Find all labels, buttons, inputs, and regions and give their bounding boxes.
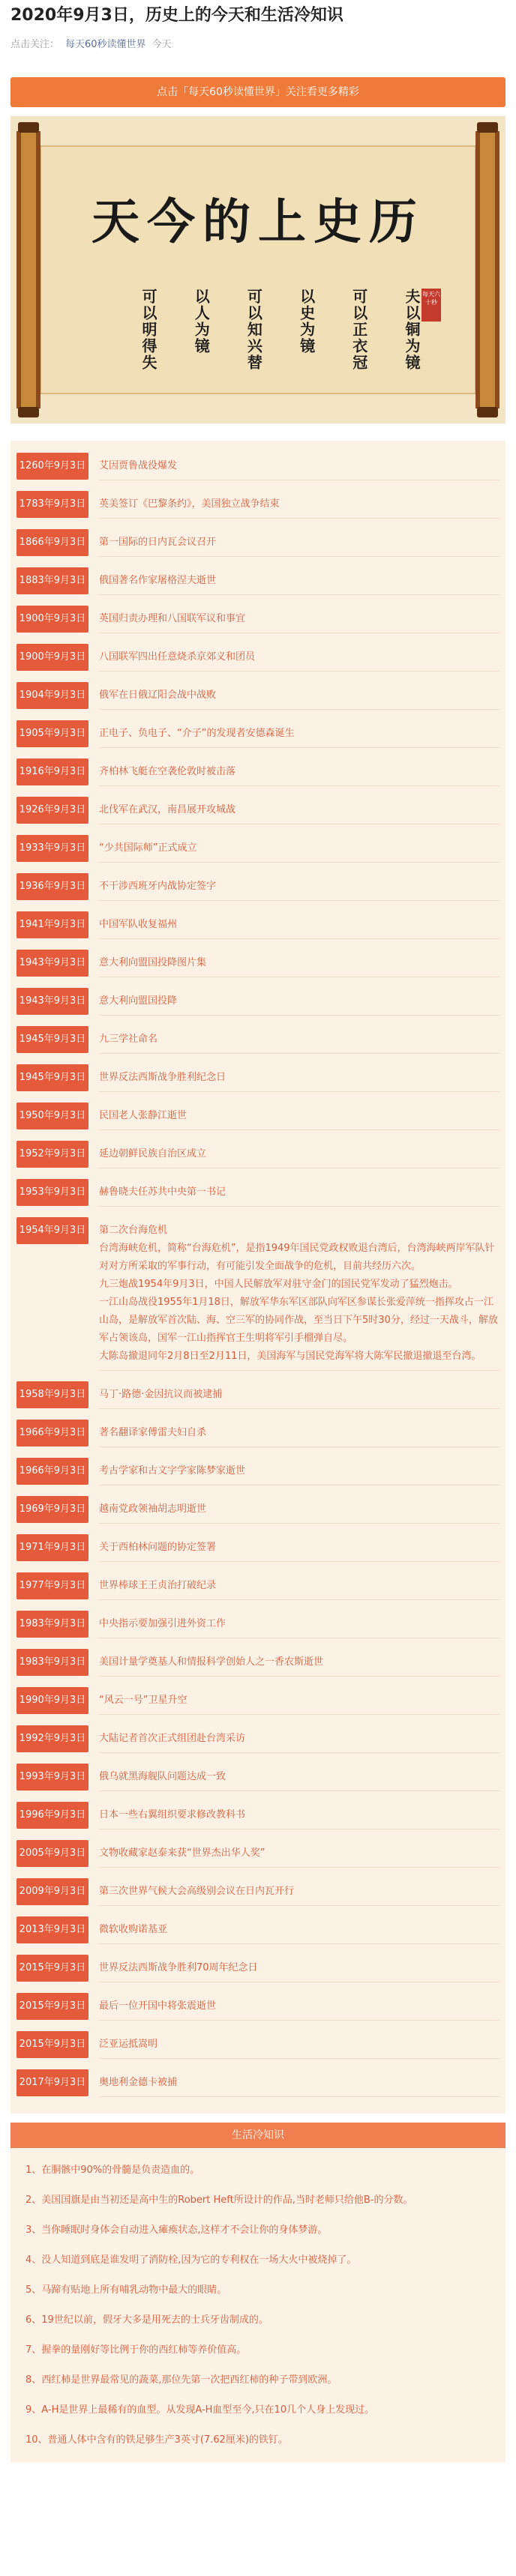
event-row	[16, 1611, 500, 1638]
event-row	[16, 1458, 500, 1485]
event-row	[16, 2031, 500, 2059]
scroll-title: 天今的上史历	[92, 194, 424, 250]
event-text: 日本一些右翼组织要求修改教科书	[99, 1802, 500, 1830]
event-date: 1990年9月3日	[16, 1687, 88, 1714]
event-paragraph: 第二次台海危机	[99, 1225, 168, 1236]
event-date: 1971年9月3日	[16, 1534, 88, 1561]
event-text: 考古学家和古文字学家陈梦家逝世	[99, 1458, 500, 1485]
event-text: 马丁·路德·金因抗议而被逮捕	[99, 1381, 500, 1409]
event-row	[16, 644, 500, 672]
event-paragraph: 台湾海峡危机，简称“台海危机”，是指1949年国民党政权败退台湾后，台湾海峡两岸军队针对对方所采取的军事行动，有可能引发全面战争的危机，目前共经历六次。	[99, 1243, 495, 1272]
event-row	[16, 2069, 500, 2097]
event-row	[16, 606, 500, 633]
event-date: 1945年9月3日	[16, 1026, 88, 1053]
event-row	[16, 1802, 500, 1830]
event-date: 1933年9月3日	[16, 835, 88, 862]
event-row	[16, 1381, 500, 1409]
event-text: 意大利向盟国投降图片集	[99, 950, 500, 977]
life-tip-item: 9、A-H是世界上最稀有的血型。从发现A-H血型至今,只在10几个人身上发现过。	[26, 2404, 375, 2416]
event-row	[16, 988, 500, 1016]
event-paragraph: 一江山岛战役1955年1月18日，解放军华东军区部队向军区参谋长张爱萍统一指挥攻占一江山岛，是解放军首次陆、海、空三军的协同作战，至当日下午5时30分，经过一天战斗，解放军占领该岛，国军一江山指挥官王生明将军引手榴弹自尽。	[99, 1297, 498, 1344]
event-text: 北伐军在武汉，南昌展开攻城战	[99, 797, 500, 824]
event-text: 微软收购诺基亚	[99, 1916, 500, 1944]
event-row	[16, 1878, 500, 1906]
event-text: 世界棒球王王贞治打破纪录	[99, 1572, 500, 1600]
scroll-column: 可以明得失	[140, 289, 158, 371]
event-date: 1983年9月3日	[16, 1649, 88, 1676]
event-row	[16, 682, 500, 710]
account-link[interactable]: 每天60秒读懂世界	[65, 39, 146, 50]
event-row	[16, 1993, 500, 2021]
event-text: 不干涉西班牙内战协定签字	[99, 873, 500, 901]
scroll-columns	[138, 289, 423, 401]
event-row	[16, 797, 500, 824]
event-text: 延边朝鲜民族自治区成立	[99, 1141, 500, 1168]
event-row	[16, 1534, 500, 1562]
life-tip-item: 5、马蹄有贴地上所有哺乳动物中最大的眼睛。	[26, 2284, 227, 2296]
event-date: 1926年9月3日	[16, 797, 88, 824]
event-row	[16, 1026, 500, 1054]
event-date: 2017年9月3日	[16, 2069, 88, 2096]
article-meta	[10, 36, 506, 49]
event-row	[16, 491, 500, 519]
event-date: 1916年9月3日	[16, 758, 88, 785]
event-row	[16, 453, 500, 480]
event-text: 越南党政领袖胡志明逝世	[99, 1496, 500, 1524]
event-date: 1953年9月3日	[16, 1179, 88, 1206]
event-paragraph: 九三炮战1954年9月3日，中国人民解放军对驻守金门的国民党军发动了猛烈炮击。	[99, 1279, 458, 1290]
event-text: 文物收藏家赵泰来获“世界杰出华人奖”	[99, 1840, 500, 1868]
event-text: 第一国际的日内瓦会议召开	[99, 529, 500, 557]
event-row	[16, 1649, 500, 1677]
event-row	[16, 1179, 500, 1207]
event-text: 八国联军四出任意烧杀京郊义和团员	[99, 644, 500, 672]
event-date: 1941年9月3日	[16, 911, 88, 938]
event-row	[16, 1725, 500, 1753]
event-text: 齐柏林飞艇在空袭伦敦时被击落	[99, 758, 500, 786]
event-date: 1954年9月3日	[16, 1217, 88, 1244]
event-date: 1958年9月3日	[16, 1381, 88, 1408]
event-date: 2005年9月3日	[16, 1840, 88, 1867]
event-text: 赫鲁晓夫任苏共中央第一书记	[99, 1179, 500, 1207]
event-row	[16, 1496, 500, 1524]
event-row	[16, 758, 500, 786]
event-text: 英美签订《巴黎条约》，美国独立战争结束	[99, 491, 500, 519]
event-date: 1950年9月3日	[16, 1103, 88, 1129]
follow-banner-button[interactable]: 点击「每天60秒读懂世界」关注看更多精彩	[10, 77, 506, 107]
life-tips-section	[10, 2123, 506, 2463]
event-date: 1969年9月3日	[16, 1496, 88, 1523]
event-row	[16, 1420, 500, 1447]
event-date: 2015年9月3日	[16, 1955, 88, 1982]
event-date: 1783年9月3日	[16, 491, 88, 518]
event-date: 1943年9月3日	[16, 950, 88, 977]
event-text: 关于西柏林问题的协定签署	[99, 1534, 500, 1562]
event-paragraph: 大陈岛撤退同年2月8日至2月11日，美国海军与国民党海军将大陈军民撤退撤退至台湾。	[99, 1351, 482, 1362]
event-row	[16, 1687, 500, 1715]
event-date: 1260年9月3日	[16, 453, 88, 480]
event-row	[16, 1840, 500, 1868]
event-text: 奥地利金德卡被捕	[99, 2069, 500, 2097]
event-date: 1952年9月3日	[16, 1141, 88, 1168]
scroll-column: 可以知兴替	[244, 289, 263, 371]
event-text: 民国老人张静江逝世	[99, 1103, 500, 1130]
event-text: 世界反法西斯战争胜利纪念日	[99, 1064, 500, 1092]
event-row	[16, 1103, 500, 1130]
event-row	[16, 1064, 500, 1092]
event-text: 大陆记者首次正式组团赴台湾采访	[99, 1725, 500, 1753]
scroll-column: 以人为镜	[192, 289, 211, 355]
event-row	[16, 567, 500, 595]
event-text: 俄国著名作家屠格涅夫逝世	[99, 567, 500, 595]
life-tip-item: 1、在胴骸中90%的骨髓是负责造血的。	[26, 2165, 200, 2176]
life-tip-item: 2、美国国旗是由当初还是高中生的Robert Heft所设计的作品,当时老师只给他B-的分数。	[26, 2195, 413, 2206]
life-tips-list	[10, 2148, 506, 2455]
event-date: 1904年9月3日	[16, 682, 88, 709]
event-text: “风云一号”卫星升空	[99, 1687, 500, 1715]
event-row	[16, 1955, 500, 1982]
event-text: 意大利向盟国投降	[99, 988, 500, 1016]
event-text: 第三次世界气候大会高级别会议在日内瓦开行	[99, 1878, 500, 1906]
event-text: 中央指示要加强引进外资工作	[99, 1611, 500, 1638]
event-row	[16, 835, 500, 863]
event-date: 1936年9月3日	[16, 873, 88, 900]
event-date: 1866年9月3日	[16, 529, 88, 556]
event-text: 正电子、负电子、“介子”的发现者安德森诞生	[99, 720, 500, 748]
history-events-list	[10, 441, 506, 2114]
event-date: 1900年9月3日	[16, 644, 88, 671]
life-tip-item: 10、普通人体中含有的铁足够生产3英寸(7.62厘米)的铁钉。	[26, 2434, 288, 2446]
event-date: 2009年9月3日	[16, 1878, 88, 1905]
event-row	[16, 720, 500, 748]
event-row	[16, 1141, 500, 1168]
event-date: 1996年9月3日	[16, 1802, 88, 1829]
event-text: 著名翻译家傅雷夫妇自杀	[99, 1420, 500, 1447]
event-text: 英国归责办理和八国联军议和事宜	[99, 606, 500, 633]
event-date: 1943年9月3日	[16, 988, 88, 1015]
event-date: 1983年9月3日	[16, 1611, 88, 1638]
event-row	[16, 1217, 500, 1371]
event-row	[16, 873, 500, 901]
article-title: 2020年9月3日，历史上的今天和生活冷知识	[10, 6, 344, 25]
event-date: 2015年9月3日	[16, 2031, 88, 2058]
event-text: 中国军队收复福州	[99, 911, 500, 939]
event-text	[99, 1217, 500, 1371]
event-date: 1966年9月3日	[16, 1458, 88, 1485]
event-date: 1977年9月3日	[16, 1572, 88, 1599]
event-date: 1992年9月3日	[16, 1725, 88, 1752]
red-seal-stamp: 每天六十秒	[422, 289, 441, 322]
event-text: 世界反法西斯战争胜利70周年纪念日	[99, 1955, 500, 1982]
scroll-column: 以史为镜	[297, 289, 316, 355]
event-text: 泛亚运抵嵩明	[99, 2031, 500, 2059]
life-tip-item: 4、没人知道到底是谁发明了消防栓,因为它的专利权在一场大火中被烧掉了。	[26, 2254, 357, 2266]
life-tip-item: 6、19世纪以前，假牙大多是用死去的士兵牙齿制成的。	[26, 2314, 268, 2326]
event-text: 最后一位开国中将张震逝世	[99, 1993, 500, 2021]
event-date: 1993年9月3日	[16, 1764, 88, 1791]
event-text: 九三学社命名	[99, 1026, 500, 1054]
scroll-column: 夫以铜为镜	[402, 289, 421, 371]
event-row	[16, 529, 500, 557]
event-row	[16, 1572, 500, 1600]
event-date: 1900年9月3日	[16, 606, 88, 633]
life-tip-item: 3、当你睡眠时身体会自动进入瘫痪状态,这样才不会让你的身体梦游。	[26, 2224, 328, 2236]
event-row	[16, 1916, 500, 1944]
event-row	[16, 1764, 500, 1791]
scroll-column: 可以正衣冠	[350, 289, 368, 371]
event-text: 俄军在日俄辽阳会战中战败	[99, 682, 500, 710]
life-tip-item: 8、西红柿是世界最常见的蔬菜,那位先第一次把西红柿的种子带到欧洲。	[26, 2374, 338, 2386]
event-date: 1966年9月3日	[16, 1420, 88, 1447]
event-date: 1883年9月3日	[16, 567, 88, 594]
history-scroll-image	[10, 116, 506, 423]
event-text: 艾因贾鲁战役爆发	[99, 453, 500, 480]
event-date: 1945年9月3日	[16, 1064, 88, 1091]
life-tip-item: 7、握拳的量刚好等比例于你的西红柿等养价值高。	[26, 2344, 247, 2356]
event-row	[16, 950, 500, 977]
event-date: 1905年9月3日	[16, 720, 88, 747]
event-text: 美国计量学奠基人和情报科学创始人之一香农斯逝世	[99, 1649, 500, 1677]
event-date: 2013年9月3日	[16, 1916, 88, 1943]
life-tips-header: 生活冷知识	[10, 2123, 506, 2148]
publish-date: 今天	[152, 39, 172, 50]
meta-prefix: 点击关注：	[10, 39, 60, 50]
event-text: 俄乌就黑海舰队问题达成一致	[99, 1764, 500, 1791]
event-date: 2015年9月3日	[16, 1993, 88, 2020]
event-row	[16, 911, 500, 939]
event-text: “少共国际师”正式成立	[99, 835, 500, 863]
